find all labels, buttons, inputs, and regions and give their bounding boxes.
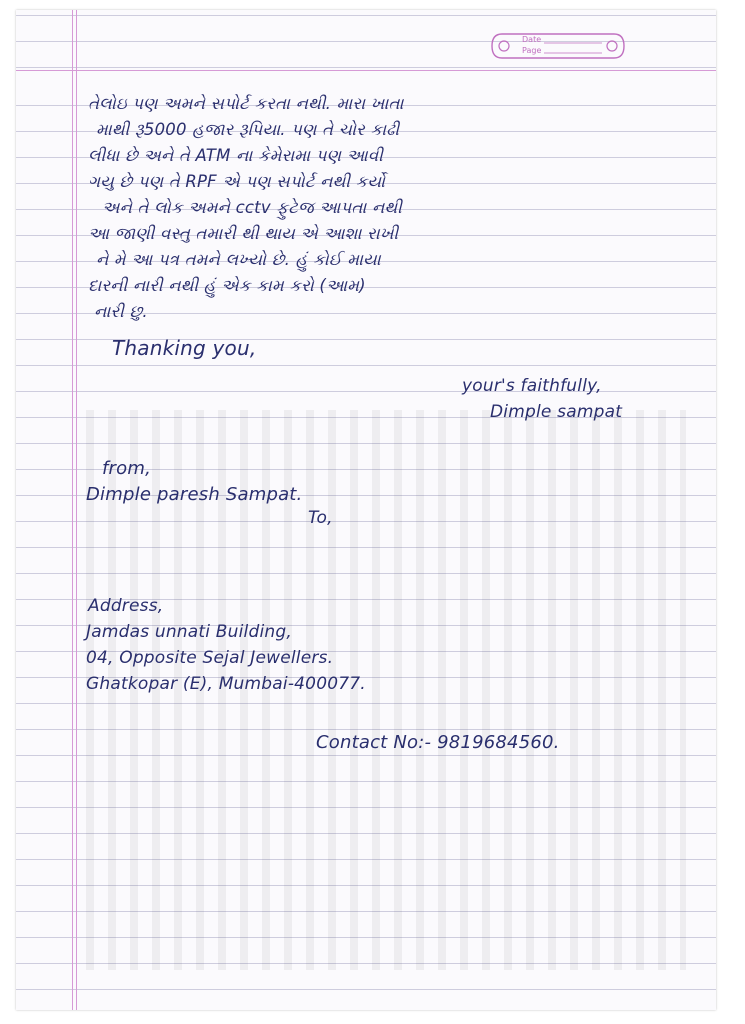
from-label: from, — [102, 458, 152, 479]
body-line: તેલોઇ પણ અમને સપોર્ટ કરતા નથી. મારા ખાતા — [88, 94, 404, 113]
date-page-stamp — [488, 28, 628, 64]
margin-line-left — [72, 10, 73, 1010]
header-rule — [16, 70, 716, 71]
body-line: અને તે લોક અમને cctv ફુટેજ આપતા નથી — [102, 198, 403, 217]
stamp-date-label: Date — [522, 35, 542, 44]
body-line: ને મે આ પત્ર તમને લખ્યો છે. હું કોઈ માયા — [96, 250, 381, 269]
body-line: આ જાણી વસ્તુ તમારી થી થાય એ આશા રાખી — [88, 224, 399, 243]
body-line: દારની નારી નથી હું એક કામ કરો (આમ) — [88, 276, 366, 295]
address-label: Address, — [88, 596, 164, 616]
signoff-line: your's faithfully, — [462, 376, 602, 396]
margin-line-right — [76, 10, 77, 1010]
address-line: Jamdas unnati Building, — [86, 622, 292, 642]
contact-number: 9819684560. — [437, 732, 560, 753]
body-line: માથી રૂ5000 હજાર રૂપિયા. પણ તે ચોર કાઢી — [96, 120, 400, 139]
body-line: ગયુ છે પણ તે RPF એ પણ સપોર્ટ નથી કર્યો — [88, 172, 386, 191]
body-line: નારી છુ. — [94, 302, 148, 321]
contact-row — [316, 732, 560, 753]
sender-name: Dimple paresh Sampat. — [86, 484, 303, 505]
contact-label: Contact No:- — [316, 732, 432, 753]
to-label: To, — [308, 508, 333, 528]
body-line: લીધા છે અને તે ATM ના કેમેરામા પણ આવી — [88, 146, 384, 165]
closing-text: Thanking you, — [112, 336, 257, 360]
address-line: 04, Opposite Sejal Jewellers. — [86, 648, 334, 668]
stamp-scroll-icon — [488, 28, 628, 64]
signature-name: Dimple sampat — [490, 402, 623, 422]
stamp-page-label: Page — [522, 46, 542, 55]
letter-sheet — [16, 10, 716, 1010]
address-line: Ghatkopar (E), Mumbai-400077. — [86, 674, 366, 694]
